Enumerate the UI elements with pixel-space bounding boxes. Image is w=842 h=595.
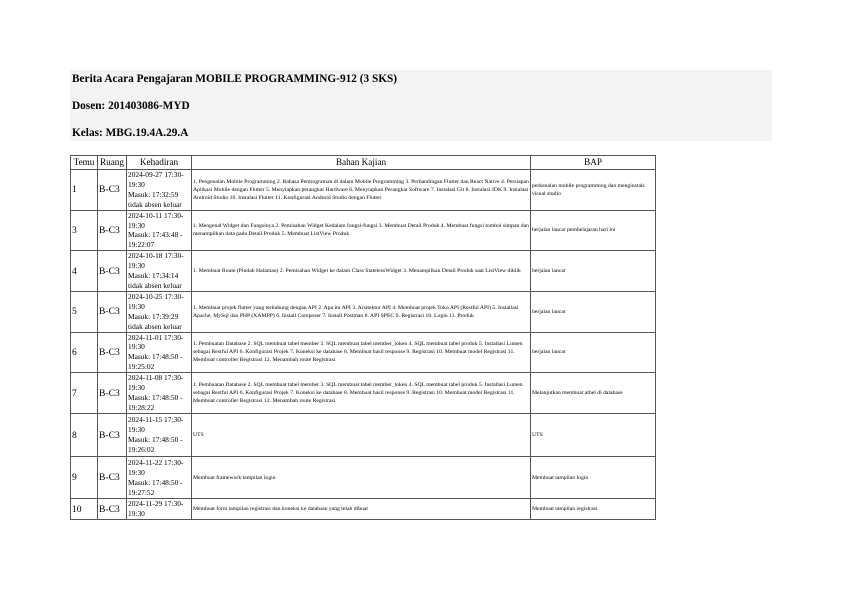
kehadiran-line: 19:25:02 — [128, 362, 155, 372]
table-row — [71, 291, 656, 332]
table-row — [71, 170, 656, 211]
column-header-temu: Temu — [71, 156, 98, 170]
kehadiran-cell — [127, 170, 192, 211]
bahan-kajian-cell: UTS — [192, 414, 531, 457]
kehadiran-line: 19:30 — [128, 425, 145, 435]
kehadiran-line: 2024-10-18 17:30- — [128, 251, 184, 261]
ruang-cell: B-C3 — [98, 170, 127, 211]
kehadiran-line: 2024-11-22 17:30- — [128, 457, 184, 467]
kehadiran-line: Masuk: 17:32:59 — [128, 189, 179, 199]
kehadiran-line: 19:30 — [128, 261, 145, 271]
kehadiran-cell — [127, 414, 192, 457]
kehadiran-line: Masuk: 17:48:50 - — [128, 393, 183, 403]
temu-cell: 10 — [71, 499, 98, 520]
kehadiran-cell — [127, 332, 192, 373]
ruang-cell: B-C3 — [98, 457, 127, 499]
dosen-label: Dosen: 201403086-MYD — [72, 100, 190, 112]
table-row — [71, 499, 656, 520]
ruang-cell: B-C3 — [98, 414, 127, 457]
kehadiran-line: 2024-09-27 17:30- — [128, 170, 184, 179]
temu-cell: 6 — [71, 332, 98, 373]
temu-cell: 8 — [71, 414, 98, 457]
ruang-cell: B-C3 — [98, 332, 127, 373]
kehadiran-line: 19:27:52 — [128, 487, 155, 497]
bap-cell: berjalan lancar pembelajaran hari ini — [531, 210, 656, 251]
kehadiran-line: 19:30 — [128, 179, 145, 189]
table-row — [71, 251, 656, 292]
table-row — [71, 414, 656, 457]
kehadiran-cell — [127, 291, 192, 332]
kehadiran-line: tidak absen keluar — [128, 199, 182, 209]
kehadiran-line: 19:30 — [128, 301, 145, 311]
page-title: Berita Acara Pengajaran MOBILE PROGRAMMING-912 (3 SKS) — [72, 73, 398, 85]
bap-cell: berjalan lancar — [531, 332, 656, 373]
bap-cell: UTS — [531, 414, 656, 457]
kehadiran-line: 19:30 — [128, 467, 145, 477]
temu-cell: 9 — [71, 457, 98, 499]
table-row — [71, 210, 656, 251]
ruang-cell: B-C3 — [98, 210, 127, 251]
kelas-label: Kelas: MBG.19.4A.29.A — [72, 127, 189, 139]
ruang-cell: B-C3 — [98, 251, 127, 292]
kehadiran-line: Masuk: 17:48:50 - — [128, 352, 183, 362]
kehadiran-cell — [127, 457, 192, 499]
kehadiran-cell — [127, 210, 192, 251]
bahan-kajian-cell: 1. Pembuatan Database 2. SQL membuat tabel member 3. SQL membuat tabel member_token 4. SQL membuat tabel produk 5. Installasi Lumen sebagai Restful API 6. Konfigurasi Projek 7. Koneksi ke database 8. Membuat hasil response 9. Registrasi 10. Membuat model Registrasi 11. Membuat controller Registrasi 12. Menambah route Registrasi — [192, 373, 531, 414]
kehadiran-line: Masuk: 17:48:50 - — [128, 477, 183, 487]
bahan-kajian-cell: Membuat form tampilan registrasi dan koneksi ke database yang telah dibuat — [192, 499, 531, 520]
column-header-kehadiran: Kehadiran — [127, 156, 192, 170]
column-header-bap: BAP — [531, 156, 656, 170]
kehadiran-line: Masuk: 17:43:48 - — [128, 230, 183, 240]
bap-table — [70, 155, 656, 520]
kehadiran-cell — [127, 499, 192, 520]
kehadiran-line: 19:30 — [128, 509, 145, 519]
ruang-cell: B-C3 — [98, 499, 127, 520]
kehadiran-line: Masuk: 17:48:50 - — [128, 435, 183, 445]
bahan-kajian-cell: 1. Membuat Route (Pindah Halaman) 2. Pemisahan Widget ke dalam Class StatelessWidget 3. Menampilkan Detail Produk saat ListView diklik — [192, 251, 531, 292]
kehadiran-line: 19:30 — [128, 383, 145, 393]
temu-cell: 4 — [71, 251, 98, 292]
bahan-kajian-cell: 1. Pembuatan Database 2. SQL membuat tabel member 3. SQL membuat tabel member_token 4. SQL membuat tabel produk 5. Installasi Lumen sebagai Restful API 6. Konfigurasi Projek 7. Koneksi ke database 8. Membuat hasil response 9. Registrasi 10. Membuat model Registrasi 11. Membuat controller Registrasi 12. Menambah route Registrasi — [192, 332, 531, 373]
ruang-cell: B-C3 — [98, 291, 127, 332]
bap-cell: berjalan lancar — [531, 291, 656, 332]
kehadiran-line: 2024-11-01 17:30- — [128, 332, 184, 342]
temu-cell: 3 — [71, 210, 98, 251]
bap-cell: Membuat tampilan registrasi — [531, 499, 656, 520]
kehadiran-line: Masuk: 17:34:14 — [128, 271, 179, 281]
bahan-kajian-cell: 1. Pengenalan Mobile Programming 2. Bahasa Pemrograman di dalam Mobile Programming 3. Perbandingan Flutter dan React Native 4. Persiapan Aplikasi Mobile dengan Flutter 5. Menyiapkan perangkat Hardware 6. Menyiapkan Perangkat Software 7. Instalasi Git 8. Instalasi JDK 9. Instalasi Android Studio 10. Instalasi Flutter 11. Konfigurasi Android Studio dengan Flutter — [192, 170, 531, 211]
table-header-row — [71, 156, 656, 170]
kehadiran-line: tidak absen keluar — [128, 321, 182, 331]
temu-cell: 1 — [71, 170, 98, 211]
bap-cell: Membuat tampilan login — [531, 457, 656, 499]
kehadiran-line: 2024-10-25 17:30- — [128, 291, 184, 301]
bahan-kajian-cell: 1. Mengenal Widget dan Fungsinya 2. Pemisahan Widget Kedalam fungsi-fungsi 3. Membuat Detail Produk 4. Membuat fungsi tombol simpan dan menampilkan data pada Detail Produk 5. Membuat ListView Produk — [192, 210, 531, 251]
column-header-bahan-kajian: Bahan Kajian — [192, 156, 531, 170]
kehadiran-line: tidak absen keluar — [128, 280, 182, 290]
kehadiran-line: 2024-11-08 17:30- — [128, 373, 184, 383]
kehadiran-cell — [127, 373, 192, 414]
table-row — [71, 457, 656, 499]
kehadiran-line: 19:30 — [128, 342, 145, 352]
column-header-ruang: Ruang — [98, 156, 127, 170]
temu-cell: 7 — [71, 373, 98, 414]
bap-cell: perkenalan mobile programming dan menginstals visual studio — [531, 170, 656, 211]
bahan-kajian-cell: 1. Membuat projek flutter yang terhubung dengan API 2. Apa itu API 3. Arsitektur API 4. Membuat projek Toko API (Restful API) 5. Installasi Apache, MySql dan PHP (XAMPP) 6. Install Composer 7. Install Postman 8. API SPEC 9. Registrasi 10. Login 11. Produk — [192, 291, 531, 332]
kehadiran-line: 2024-11-15 17:30- — [128, 415, 184, 425]
kehadiran-cell — [127, 251, 192, 292]
bap-cell: berjalan lancar — [531, 251, 656, 292]
bahan-kajian-cell: Membuat framework tampilan login — [192, 457, 531, 499]
table-row — [71, 332, 656, 373]
kehadiran-line: 2024-10-11 17:30- — [128, 210, 184, 220]
kehadiran-line: 19:28:22 — [128, 403, 155, 413]
kehadiran-line: 2024-11-29 17:30- — [128, 499, 184, 509]
ruang-cell: B-C3 — [98, 373, 127, 414]
kehadiran-line: 19:30 — [128, 220, 145, 230]
kehadiran-line: 19:26:02 — [128, 445, 155, 455]
temu-cell: 5 — [71, 291, 98, 332]
kehadiran-line: 19:22:07 — [128, 240, 155, 250]
table-row — [71, 373, 656, 414]
bap-cell: Melanjutkan membuat atbel di database — [531, 373, 656, 414]
kehadiran-line: Masuk: 17:39:29 — [128, 311, 179, 321]
